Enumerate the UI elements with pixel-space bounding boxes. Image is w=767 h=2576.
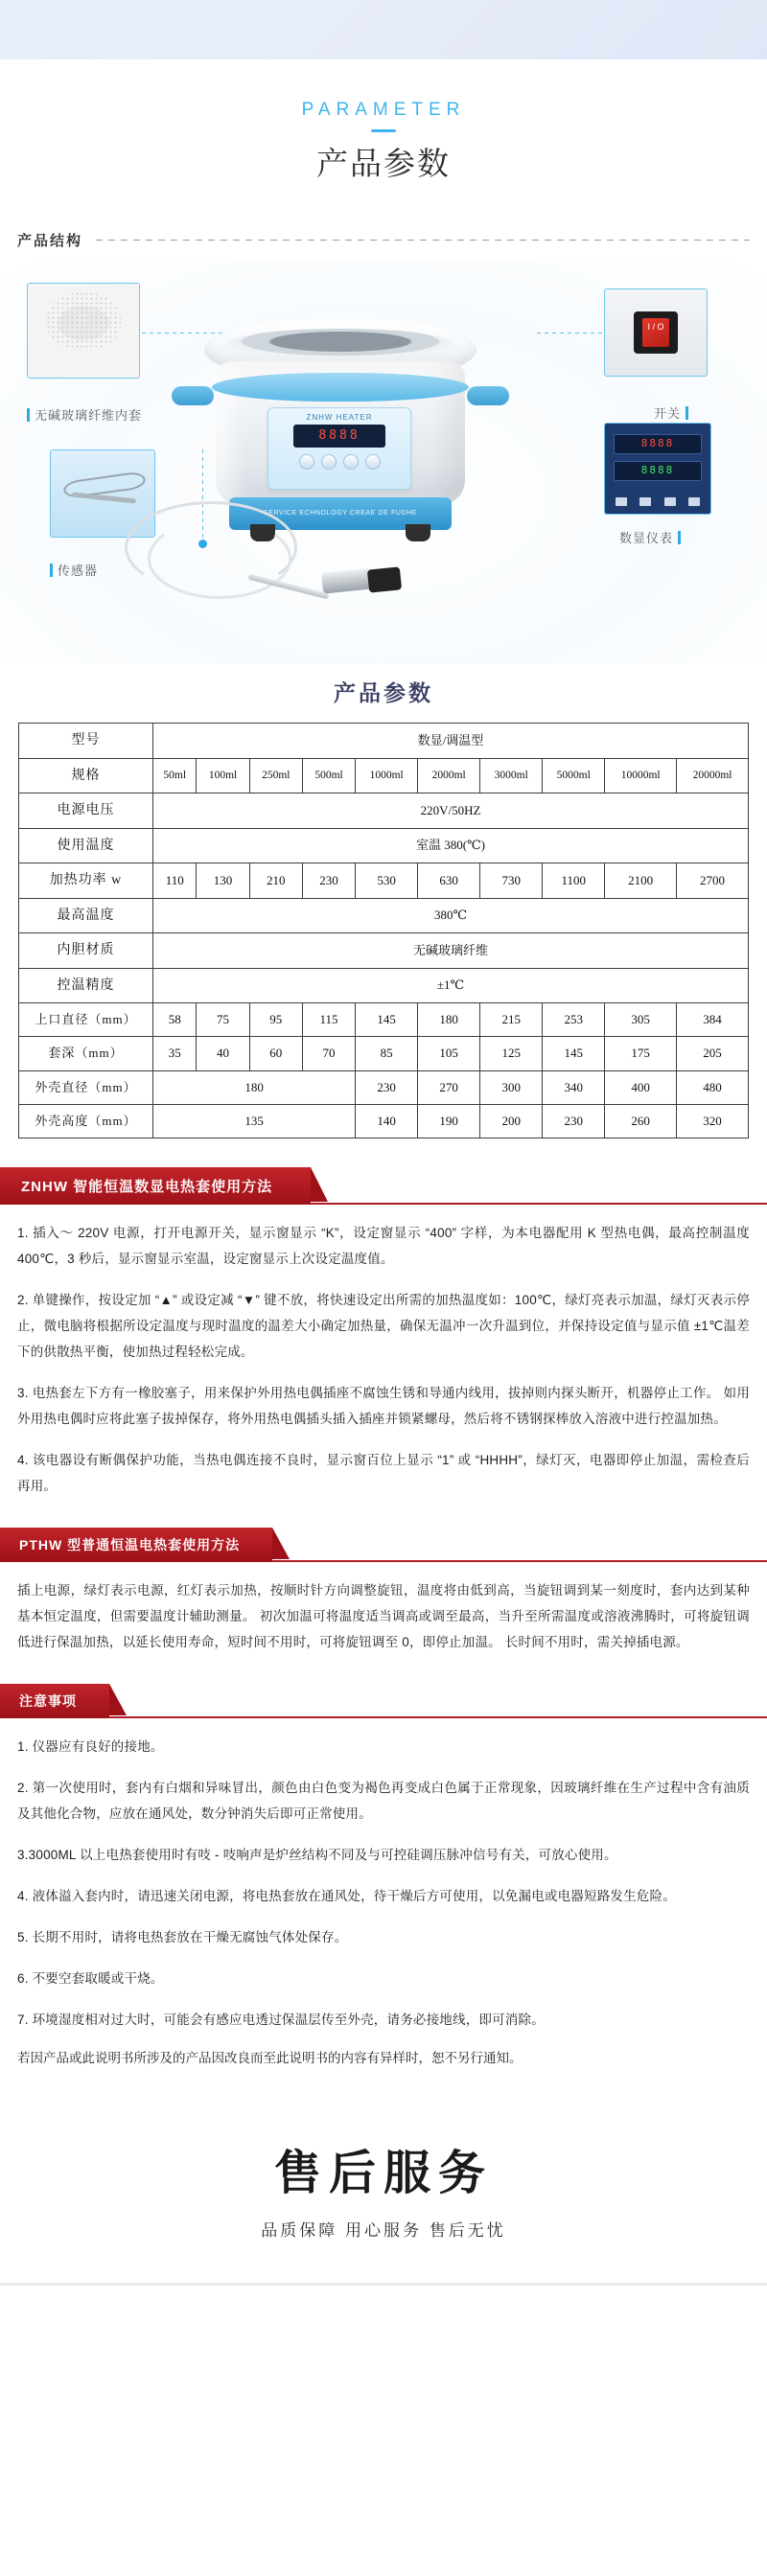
- table-row: [19, 968, 749, 1003]
- cell: 5000ml: [543, 758, 605, 794]
- cell: 500ml: [302, 758, 355, 794]
- brand-text: ZNHW HEATER: [306, 413, 373, 422]
- cell: 40: [197, 1037, 249, 1070]
- cell: 530: [356, 863, 418, 899]
- notes-heading: 注意事项: [0, 1684, 109, 1718]
- cell: 100ml: [197, 758, 249, 794]
- mantle-blue-collar: [212, 373, 469, 402]
- cell: 270: [418, 1070, 480, 1104]
- meter-button: [664, 497, 676, 506]
- table-row: [19, 758, 749, 794]
- sensor-caption: [50, 561, 98, 579]
- table-row: [19, 1037, 749, 1070]
- row-value: 380℃: [153, 898, 749, 933]
- row-value: 220V/50HZ: [153, 794, 749, 829]
- caption-tick: [27, 408, 30, 422]
- meter-bottom-row: [614, 461, 702, 481]
- cell: 2100: [605, 863, 677, 899]
- table-row: [19, 828, 749, 863]
- mantle-rim: [229, 329, 452, 357]
- cell: 60: [249, 1037, 302, 1070]
- cell: 50ml: [153, 758, 197, 794]
- table-row: [19, 1070, 749, 1104]
- row-label: 内胆材质: [19, 933, 153, 969]
- meter-caption: [619, 528, 681, 546]
- table-row: [19, 724, 749, 759]
- meter-thumbnail: [604, 423, 711, 515]
- cell: 253: [543, 1003, 605, 1037]
- thermocouple-probe-illustration: [115, 501, 431, 616]
- cell: 20000ml: [677, 758, 749, 794]
- cell: 260: [605, 1104, 677, 1138]
- switch-leader-line: [537, 333, 602, 334]
- table-row: [19, 933, 749, 969]
- page-heading: [0, 59, 767, 194]
- cell: 480: [677, 1070, 749, 1104]
- cell: 200: [480, 1104, 543, 1138]
- pthw-heading: PTHW 型普通恒温电热套使用方法: [0, 1528, 272, 1562]
- structure-section-bar: [17, 230, 750, 250]
- meter-bottom-value: 8888: [640, 464, 675, 477]
- footer-title: 售后服务: [273, 2148, 493, 2200]
- cell: 180: [418, 1003, 480, 1037]
- cell: 105: [418, 1037, 480, 1070]
- row-label: 规格: [19, 758, 153, 794]
- cell: 130: [197, 863, 249, 899]
- handle-left: [172, 386, 214, 405]
- group-cell: 135: [153, 1104, 356, 1138]
- cell: 70: [302, 1037, 355, 1070]
- cell: 125: [480, 1037, 543, 1070]
- cell: 300: [480, 1070, 543, 1104]
- panel-key: [365, 454, 381, 470]
- cell: 1000ml: [356, 758, 418, 794]
- control-panel: [267, 407, 411, 490]
- cell: 115: [302, 1003, 355, 1037]
- meter-buttons: [616, 497, 700, 506]
- cell: 250ml: [249, 758, 302, 794]
- table-row: [19, 863, 749, 899]
- cell: 175: [605, 1037, 677, 1070]
- spec-table: [18, 723, 749, 1138]
- after-sales-footer: [0, 2113, 767, 2266]
- cell: 400: [605, 1070, 677, 1104]
- cell: 85: [356, 1037, 418, 1070]
- znhw-item-2: 2. 单键操作，按设定加 “▲” 或设定减 “▼” 键不放，将快速设定出所需的加热温度如：100℃，绿灯亮表示加温，绿灯灭表示停止，微电脑将根据所设定温度与现时温度的温差大小确定加热量，确保无温冲一次升温到位，并保持设定值与显示值 ±1℃温差下的供散热平衡，使加热过程轻松完成。: [17, 1293, 750, 1359]
- row-label: 外壳高度（mm）: [19, 1104, 153, 1138]
- footer-rule: [0, 2283, 767, 2286]
- caption-tick: [686, 406, 688, 420]
- znhw-item-4: 4. 该电器设有断偶保护功能，当热电偶连接不良时，显示窗百位上显示 “1” 或 “HHHH”，绿灯灭，电器即停止加温，需检查后再用。: [17, 1453, 750, 1493]
- row-label: 型号: [19, 724, 153, 759]
- cell: 320: [677, 1104, 749, 1138]
- meter-top-value: 8888: [640, 437, 675, 450]
- glass-fiber-mesh-icon: [28, 284, 139, 378]
- caption-tick: [678, 531, 681, 544]
- product-structure-figure: [0, 262, 767, 664]
- cell: 215: [480, 1003, 543, 1037]
- row-label: 套深（mm）: [19, 1037, 153, 1070]
- cell: 730: [480, 863, 543, 899]
- cell: 1100: [543, 863, 605, 899]
- row-label: 使用温度: [19, 828, 153, 863]
- liner-caption: [27, 405, 142, 424]
- row-label: 加热功率 w: [19, 863, 153, 899]
- cell: 3000ml: [480, 758, 543, 794]
- note-item-3: 3.3000ML 以上电热套使用时有吱 - 吱响声是炉丝结构不同及与可控硅调压脉冲信号有关，可放心使用。: [17, 1848, 617, 1862]
- cell: 305: [605, 1003, 677, 1037]
- switch-caption-text: 开关: [654, 406, 682, 421]
- table-row: [19, 1104, 749, 1138]
- row-label: 控温精度: [19, 968, 153, 1003]
- row-label: 外壳直径（mm）: [19, 1070, 153, 1104]
- table-row: [19, 898, 749, 933]
- probe-nut: [321, 567, 373, 593]
- liner-caption-text: 无碱玻璃纤维内套: [35, 408, 143, 423]
- meter-button: [639, 497, 651, 506]
- meter-button: [616, 497, 627, 506]
- digital-meter-icon: [605, 424, 710, 514]
- cell: 140: [356, 1104, 418, 1138]
- cell: 10000ml: [605, 758, 677, 794]
- cell: 145: [356, 1003, 418, 1037]
- cell: 340: [543, 1070, 605, 1104]
- notes-heading-rule: [0, 1716, 767, 1718]
- switch-marks: I / O: [642, 318, 669, 347]
- skirt-text: SERVICE ECHNOLOGY CREAE DE FUDHE: [263, 510, 418, 517]
- cell: 110: [153, 863, 197, 899]
- spec-table-title: 产品参数: [334, 680, 433, 705]
- page-title-en: PARAMETER: [301, 100, 466, 120]
- note-item-1: 1. 仪器应有良好的接地。: [17, 1739, 164, 1754]
- panel-key: [299, 454, 314, 470]
- probe-cable: [148, 518, 291, 599]
- cell: 205: [677, 1037, 749, 1070]
- cell: 2700: [677, 863, 749, 899]
- meter-top-row: [614, 434, 702, 454]
- cell: 2000ml: [418, 758, 480, 794]
- cell: 230: [543, 1104, 605, 1138]
- znhw-item-3: 3. 电热套左下方有一橡胶塞子，用来保护外用热电偶插座不腐蚀生锈和导通内线用，拔掉则内探头断开，机器停止工作。 如用外用热电偶时应将此塞子拔掉保存，将外用热电偶插头插入插座并锁紧螺母，然后将不锈钢探棒放入溶液中进行控温加热。: [17, 1386, 750, 1426]
- row-value: ±1℃: [153, 968, 749, 1003]
- caption-tick: [50, 564, 53, 577]
- handle-right: [467, 386, 509, 405]
- cell: 58: [153, 1003, 197, 1037]
- switch-caption: [654, 403, 688, 422]
- notes-section: [0, 1684, 767, 1718]
- meter-caption-text: 数显仪表: [619, 531, 674, 545]
- znhw-item-1: 1. 插入～ 220V 电源，打开电源开关，显示窗显示 “K”，设定窗显示 “400” 字样，为本电器配用 K 型热电偶，最高控制温度 400℃，3 秒后，显示窗显示室温，设定窗显示上次设定温度值。: [17, 1226, 750, 1266]
- footer-subtitle: 品质保障 用心服务 售后无忧: [261, 2221, 506, 2241]
- panel-display: 8888: [293, 425, 385, 448]
- znhw-heading: ZNHW 智能恒温数显电热套使用方法: [0, 1167, 311, 1205]
- panel-key: [343, 454, 359, 470]
- row-value: 数显/调温型: [153, 724, 749, 759]
- znhw-section: [0, 1167, 767, 1205]
- meter-button: [688, 497, 700, 506]
- rocker-switch-icon: [634, 311, 678, 354]
- table-row: [19, 1003, 749, 1037]
- cell: 75: [197, 1003, 249, 1037]
- notes-closing: 若因产品或此说明书所涉及的产品因改良而至此说明书的内容有异样时，恕不另行通知。: [17, 2051, 523, 2065]
- page-title-cn: 产品参数: [316, 146, 451, 181]
- note-item-7: 7. 环境湿度相对过大时，可能会有感应电透过保温层传至外壳，请务必接地线，即可消除。: [17, 2012, 545, 2027]
- switch-thumbnail: [604, 288, 708, 377]
- table-row: [19, 794, 749, 829]
- row-value: 室温 380(℃): [153, 828, 749, 863]
- cell: 35: [153, 1037, 197, 1070]
- row-label: 电源电压: [19, 794, 153, 829]
- note-item-5: 5. 长期不用时，请将电热套放在干燥无腐蚀气体处保存。: [17, 1930, 348, 1944]
- cell: 630: [418, 863, 480, 899]
- cell: 384: [677, 1003, 749, 1037]
- cell: 190: [418, 1104, 480, 1138]
- row-label: 最高温度: [19, 898, 153, 933]
- row-value: 无碱玻璃纤维: [153, 933, 749, 969]
- pthw-section: [0, 1528, 767, 1562]
- cell: 210: [249, 863, 302, 899]
- probe-plug: [367, 566, 402, 592]
- row-label: 上口直径（mm）: [19, 1003, 153, 1037]
- note-item-6: 6. 不要空套取暖或干烧。: [17, 1971, 164, 1986]
- panel-keys: [268, 454, 410, 470]
- cell: 145: [543, 1037, 605, 1070]
- cell: 95: [249, 1003, 302, 1037]
- pthw-body: 插上电源，绿灯表示电源，红灯表示加热，按顺时针方向调整旋钮，温度将由低到高，当旋钮调到某一刻度时，套内达到某种基本恒定温度，但需要温度计辅助测量。 初次加温可将温度适当调高或调至最高，当升至所需温度或溶液沸腾时，可将旋钮调低进行保温加热，以延长使用寿命，短时间不用时，可将旋钮调至 0，即停止加温。 长时间不用时，需关掉插电源。: [17, 1583, 750, 1649]
- title-underline: [371, 129, 396, 132]
- top-gradient-band: [0, 0, 767, 59]
- group-cell: 180: [153, 1070, 356, 1104]
- panel-key: [321, 454, 337, 470]
- cell: 230: [302, 863, 355, 899]
- note-item-4: 4. 液体溢入套内时，请迅速关闭电源，将电热套放在通风处，待干燥后方可使用，以免漏电或电器短路发生危险。: [17, 1889, 676, 1903]
- sensor-caption-text: 传感器: [58, 564, 99, 578]
- liner-thumbnail: [27, 283, 140, 379]
- note-item-2: 2. 第一次使用时，套内有白烟和异味冒出，颜色由白色变为褐色再变成白色属于正常现象，因玻璃纤维在生产过程中含有油质及其他化合物，应放在通风处，数分钟消失后即可正常使用。: [17, 1781, 750, 1821]
- structure-section-label: 产品结构: [17, 233, 83, 249]
- cell: 230: [356, 1070, 418, 1104]
- dashed-divider: [96, 240, 750, 241]
